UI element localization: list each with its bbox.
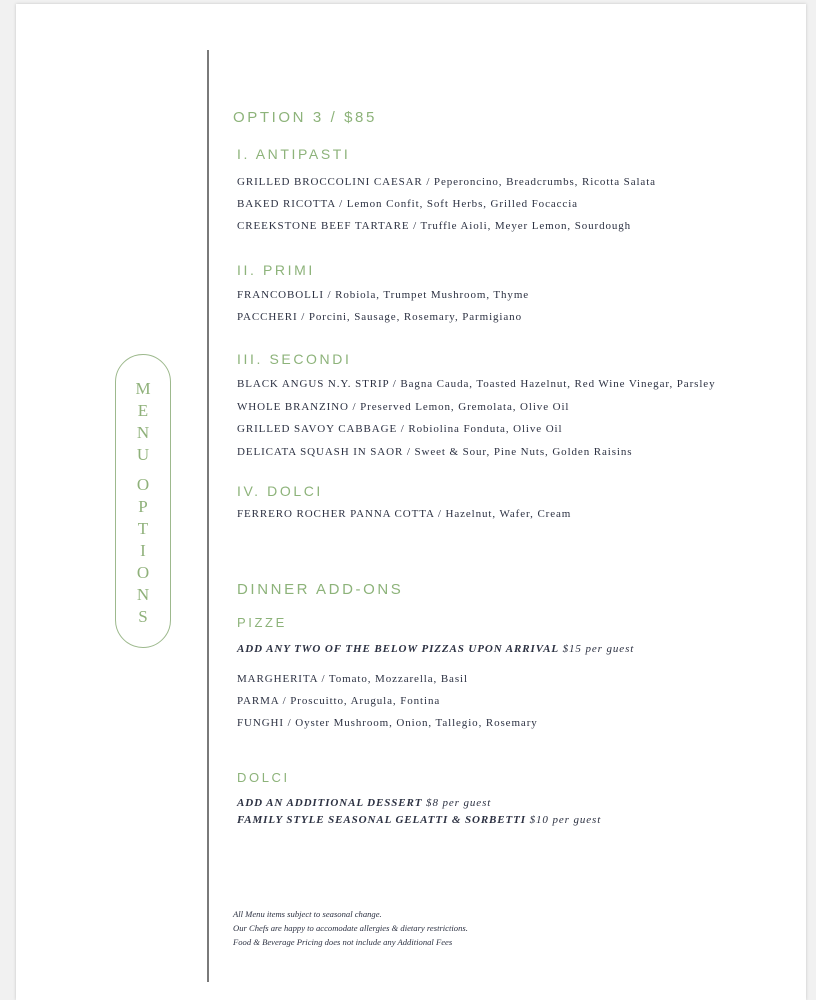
menu-item [237,289,529,301]
side-letter: N [136,423,150,442]
section-title: III. SECONDI [237,351,352,367]
item-desc: / Sweet & Sour, Pine Nuts, Golden Raisins [403,446,633,458]
item-name: DELICATA SQUASH IN SAOR [237,446,404,458]
menu-item [237,673,468,685]
item-name: FERRERO ROCHER PANNA COTTA [237,508,435,520]
item-desc: / Peperoncino, Breadcrumbs, Ricotta Salata [422,176,656,188]
side-letter: M [135,379,151,398]
menu-item [237,198,578,210]
pizze-title: PIZZE [237,615,287,630]
side-letter: T [137,519,149,538]
menu-item [237,311,522,323]
menu-item [237,695,440,707]
addon-dolci-price: $10 per guest [525,814,602,826]
footer-notes [233,907,468,949]
side-letter: O [136,475,150,494]
item-desc: / Oyster Mushroom, Onion, Tallegio, Rosemary [283,717,538,729]
item-name: GRILLED BROCCOLINI CAESAR [237,176,423,188]
item-name: BLACK ANGUS N.Y. STRIP [237,378,390,390]
addon-dolci-price: $8 per guest [422,797,492,809]
footer-line: Food & Beverage Pricing does not include any Additional Fees [233,937,453,947]
pizze-note [237,643,634,655]
item-name: WHOLE BRANZINO [237,401,349,413]
menu-item [237,378,715,390]
menu-item [237,401,569,413]
item-desc: / Proscuitto, Arugula, Fontina [279,695,441,707]
item-desc: / Bagna Cauda, Toasted Hazelnut, Red Wine Vinegar, Parsley [389,378,716,390]
item-name: PACCHERI [237,311,298,323]
side-letter: U [136,445,150,464]
item-name: BAKED RICOTTA [237,198,336,210]
menu-item [237,446,632,458]
side-letter: E [137,401,149,420]
item-desc: / Truffle Aioli, Meyer Lemon, Sourdough [409,220,632,232]
footer-line: Our Chefs are happy to accomodate allergies & dietary restrictions. [233,923,468,933]
footer-line: All Menu items subject to seasonal change. [233,909,382,919]
item-name: CREEKSTONE BEEF TARTARE [237,220,410,232]
menu-item [237,423,562,435]
item-desc: / Porcini, Sausage, Rosemary, Parmigiano [297,311,522,323]
menu-item [237,176,656,188]
item-name: MARGHERITA [237,673,318,685]
item-name: GRILLED SAVOY CABBAGE [237,423,398,435]
menu-item [237,717,538,729]
item-desc: / Hazelnut, Wafer, Cream [434,508,572,520]
section-title: II. PRIMI [237,262,315,278]
addon-dolci-line [237,814,601,826]
section-title: I. ANTIPASTI [237,146,351,162]
pizze-note-text: ADD ANY TWO OF THE BELOW PIZZAS UPON ARRIVAL [237,643,559,655]
addons-heading: DINNER ADD-ONS [237,581,404,598]
side-letter: I [140,541,146,560]
section-title: IV. DOLCI [237,483,323,499]
menu-item [237,220,631,232]
item-name: FUNGHI [237,717,284,729]
side-letter: P [138,497,148,516]
side-letter: N [136,585,150,604]
item-desc: / Robiolina Fonduta, Olive Oil [397,423,563,435]
vertical-divider [207,50,209,982]
addon-dolci-title: DOLCI [237,770,290,785]
item-name: FRANCOBOLLI [237,289,324,301]
pizze-note-price: $15 per guest [558,643,635,655]
addon-dolci-text: FAMILY STYLE SEASONAL GELATTI & SORBETTI [237,814,526,826]
item-desc: / Tomato, Mozzarella, Basil [317,673,468,685]
option-heading: OPTION 3 / $85 [233,109,377,126]
item-desc: / Preserved Lemon, Gremolata, Olive Oil [348,401,570,413]
item-desc: / Robiola, Trumpet Mushroom, Thyme [323,289,530,301]
menu-item [237,508,571,520]
menu-options-label [115,378,171,628]
side-letter: S [138,607,148,626]
item-desc: / Lemon Confit, Soft Herbs, Grilled Focaccia [335,198,578,210]
side-letter: O [136,563,150,582]
item-name: PARMA [237,695,280,707]
addon-dolci-line [237,797,491,809]
addon-dolci-text: ADD AN ADDITIONAL DESSERT [237,797,423,809]
